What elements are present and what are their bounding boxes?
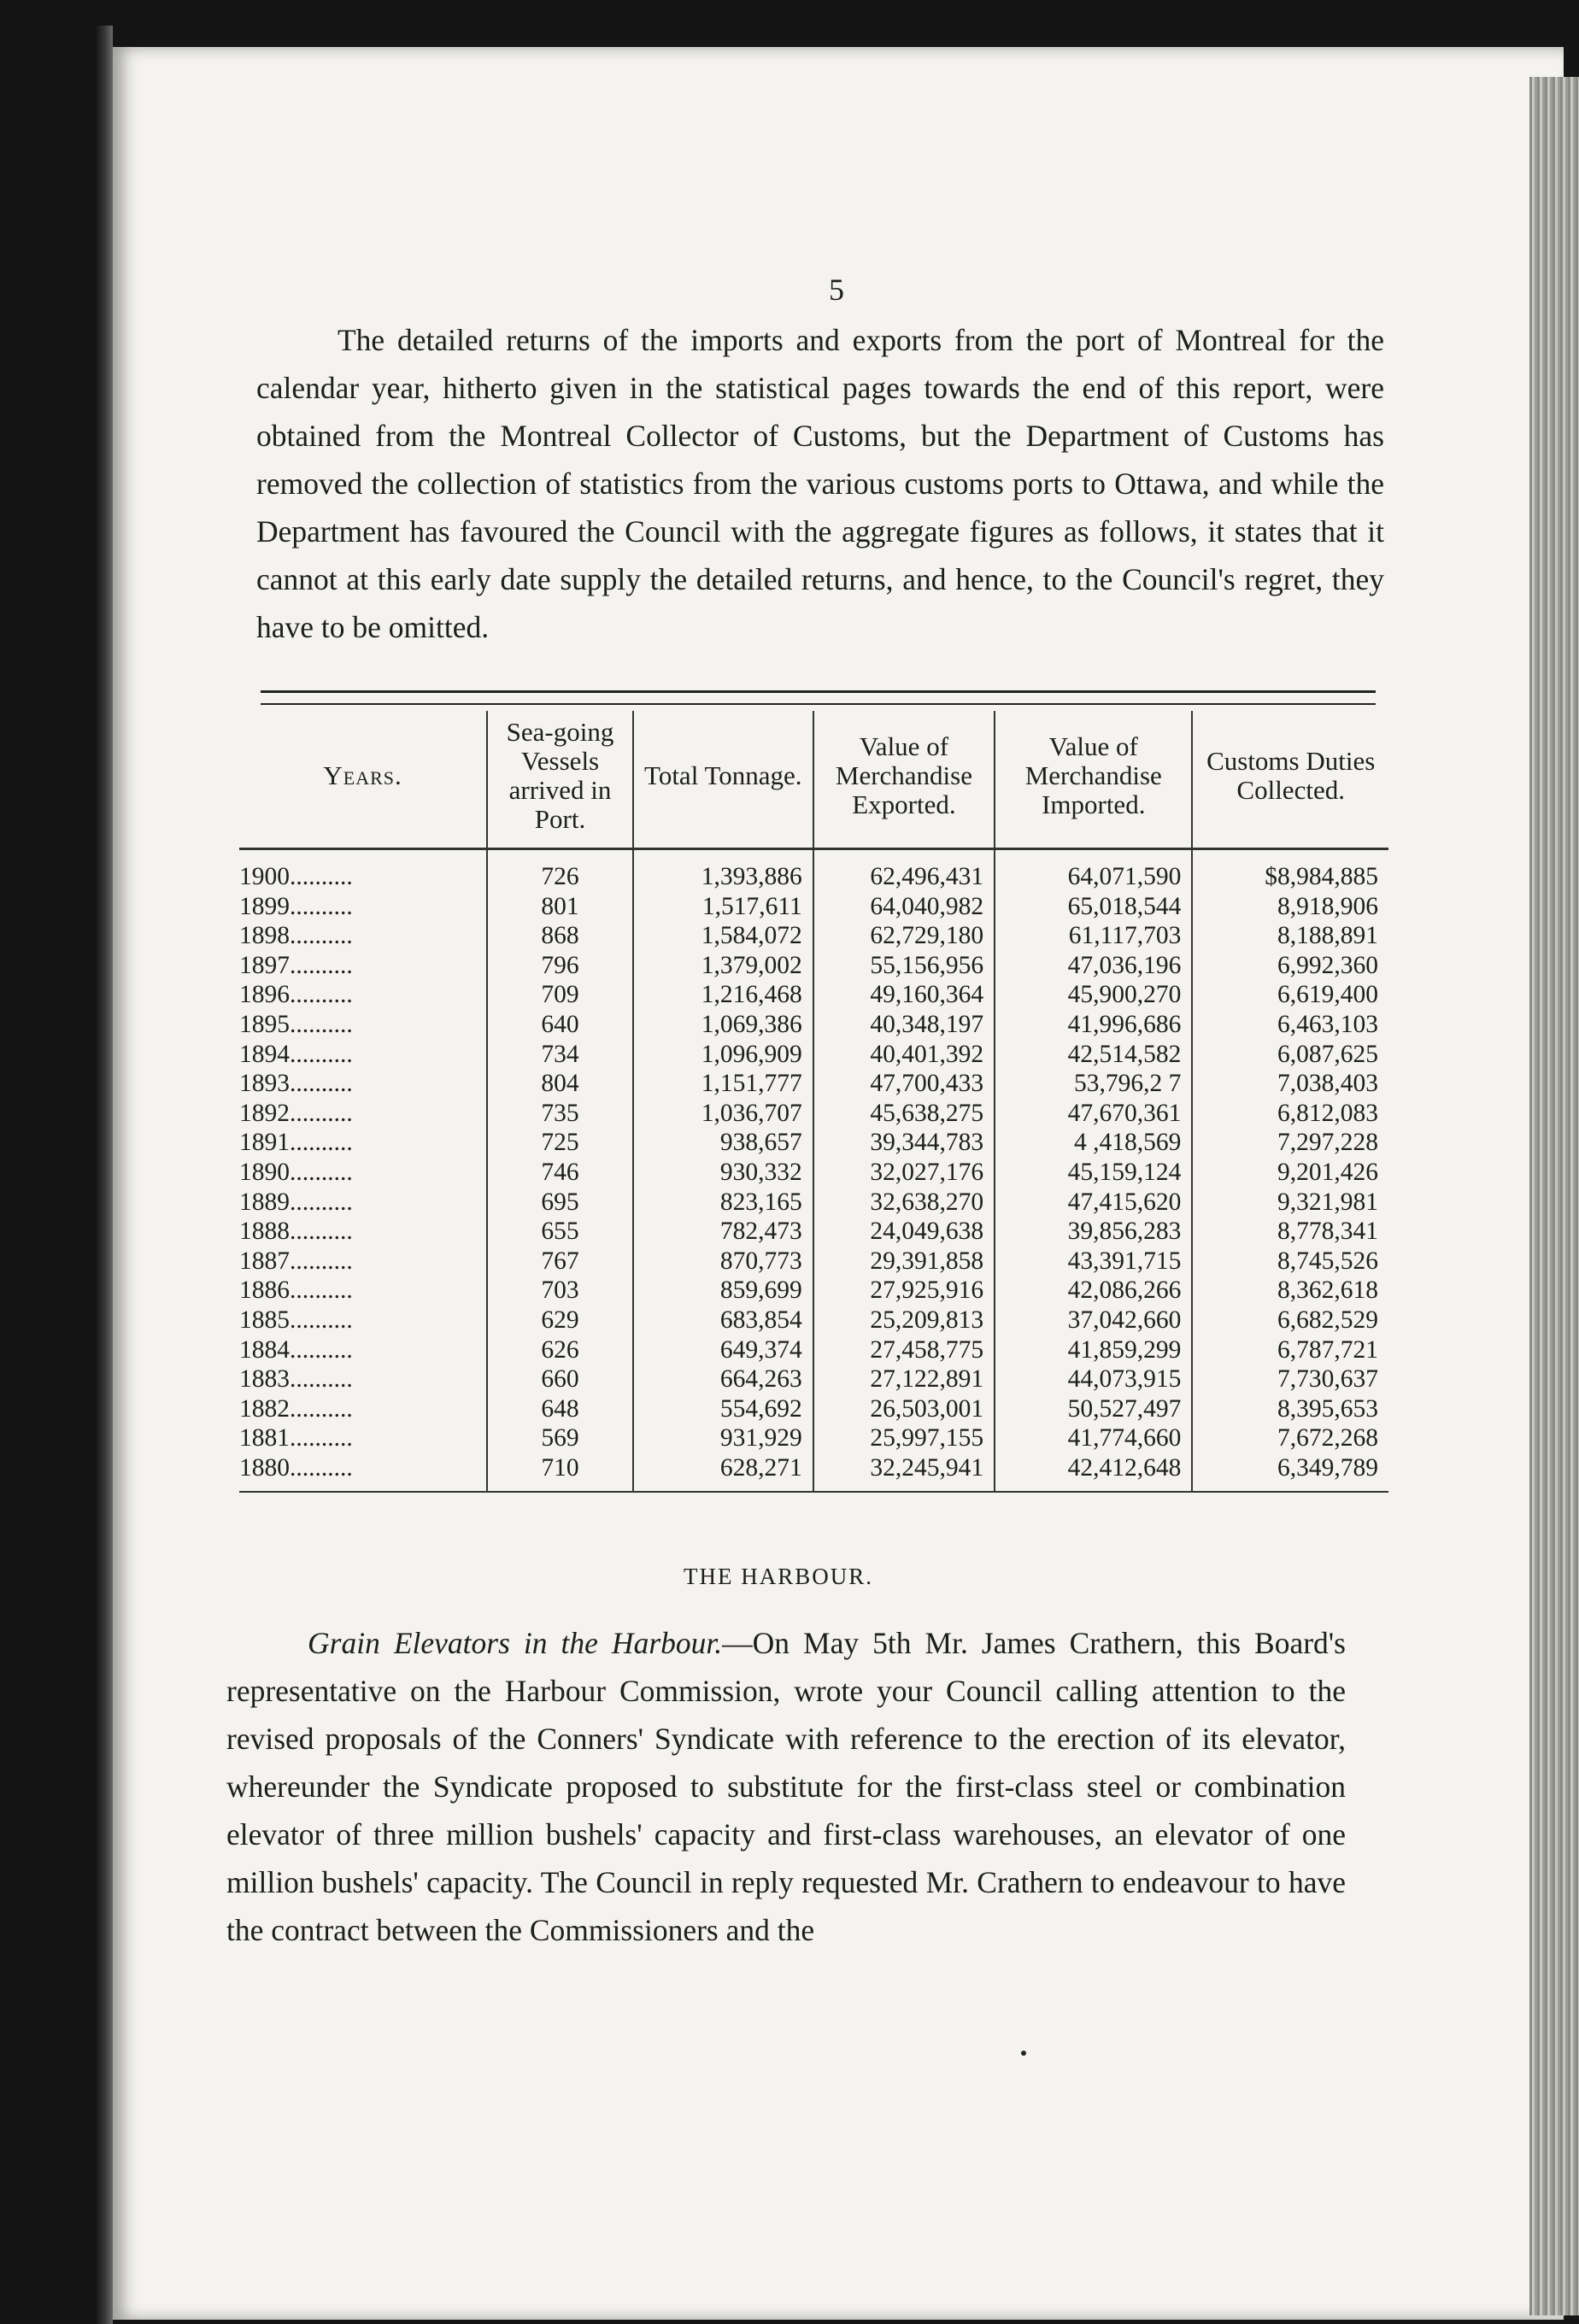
statistics-table (239, 711, 1388, 1493)
cell-imported: 42,412,648 (995, 1453, 1192, 1493)
cell-vessels: 709 (487, 980, 633, 1010)
header-imported: Value of Merchandise Imported. (995, 711, 1192, 849)
cell-vessels: 569 (487, 1423, 633, 1453)
cell-year: 1885.......... (239, 1306, 353, 1334)
cell-imported: 50,527,497 (995, 1394, 1192, 1424)
header-vessels: Sea-going Vessels arrived in Port. (487, 711, 633, 849)
cell-duties: 9,321,981 (1192, 1188, 1388, 1218)
cell-vessels: 735 (487, 1099, 633, 1129)
cell-year: 1880.......... (239, 1453, 487, 1493)
cell-exported: 45,638,275 (813, 1099, 995, 1129)
cell-year: 1888.......... (239, 1218, 353, 1246)
cell-vessels: 725 (487, 1128, 633, 1158)
book-binding (94, 26, 113, 2324)
cell-tonnage: 1,584,072 (633, 921, 813, 951)
table-row (239, 1247, 1388, 1276)
cell-vessels: 710 (487, 1453, 633, 1493)
cell-tonnage: 664,263 (633, 1364, 813, 1394)
cell-imported: 47,670,361 (995, 1099, 1192, 1129)
cell-imported: 44,073,915 (995, 1364, 1192, 1394)
cell-tonnage: 683,854 (633, 1306, 813, 1335)
table-row (239, 1453, 1388, 1493)
cell-imported: 37,042,660 (995, 1306, 1192, 1335)
cell-vessels: 796 (487, 951, 633, 981)
cell-year: 1896.......... (239, 981, 353, 1009)
cell-duties: 8,778,341 (1192, 1217, 1388, 1247)
cell-exported: 25,209,813 (813, 1306, 995, 1335)
cell-vessels: 734 (487, 1040, 633, 1070)
cell-year: 1890.......... (239, 1158, 353, 1186)
cell-tonnage: 1,069,386 (633, 1010, 813, 1040)
cell-tonnage: 870,773 (633, 1247, 813, 1276)
table-row (239, 1040, 1388, 1070)
cell-year: 1893.......... (239, 1070, 353, 1098)
cell-vessels: 648 (487, 1394, 633, 1424)
cell-duties: 8,745,526 (1192, 1247, 1388, 1276)
cell-duties: 7,730,637 (1192, 1364, 1388, 1394)
cell-exported: 49,160,364 (813, 980, 995, 1010)
cell-imported: 53,796,2 7 (995, 1069, 1192, 1099)
harbour-paragraph (226, 1619, 1346, 1954)
cell-duties: 8,918,906 (1192, 892, 1388, 922)
cell-vessels: 626 (487, 1335, 633, 1365)
cell-year: 1886.......... (239, 1276, 353, 1305)
cell-exported: 24,049,638 (813, 1217, 995, 1247)
cell-year: 1894.......... (239, 1040, 353, 1068)
table-top-rule (261, 690, 1376, 705)
cell-vessels: 640 (487, 1010, 633, 1040)
cell-tonnage: 938,657 (633, 1128, 813, 1158)
table-row (239, 1217, 1388, 1247)
cell-duties: $8,984,885 (1192, 849, 1388, 892)
cell-vessels: 804 (487, 1069, 633, 1099)
cell-duties: 6,349,789 (1192, 1453, 1388, 1493)
cell-duties: 7,038,403 (1192, 1069, 1388, 1099)
cell-exported: 40,348,197 (813, 1010, 995, 1040)
cell-year: 1883.......... (239, 1365, 353, 1394)
cell-tonnage: 1,036,707 (633, 1099, 813, 1129)
table-row (239, 1158, 1388, 1188)
harbour-text: —On May 5th Mr. James Crathern, this Board's representative on the Harbour Commission, wrote your Council calling attention to the revised proposals of the Conners' Syndicate with reference to the erection of its elevator, whereunder the Syndicate proposed to substitute for the first-class steel or combination elevator of three million bushels' capacity and first-class warehouses, an elevator of one million bushels' capacity. The Council in reply requested Mr. Crathern to endeavour to have the contract between the Commissioners and the (226, 1626, 1346, 1947)
cell-year: 1898.......... (239, 922, 353, 950)
table-row (239, 892, 1388, 922)
cell-imported: 45,159,124 (995, 1158, 1192, 1188)
table-row (239, 1394, 1388, 1424)
cell-vessels: 801 (487, 892, 633, 922)
cell-tonnage: 931,929 (633, 1423, 813, 1453)
cell-duties: 6,992,360 (1192, 951, 1388, 981)
cell-exported: 39,344,783 (813, 1128, 995, 1158)
header-exported: Value of Merchandise Exported. (813, 711, 995, 849)
table-row (239, 1364, 1388, 1394)
ink-speck (1021, 2051, 1026, 2056)
cell-imported: 42,514,582 (995, 1040, 1192, 1070)
cell-duties: 6,087,625 (1192, 1040, 1388, 1070)
table-row (239, 921, 1388, 951)
cell-tonnage: 1,393,886 (633, 849, 813, 892)
cell-imported: 45,900,270 (995, 980, 1192, 1010)
cell-duties: 6,463,103 (1192, 1010, 1388, 1040)
table-row (239, 1069, 1388, 1099)
table-row (239, 980, 1388, 1010)
cell-imported: 64,071,590 (995, 849, 1192, 892)
cell-year: 1897.......... (239, 951, 353, 979)
cell-duties: 6,619,400 (1192, 980, 1388, 1010)
cell-exported: 55,156,956 (813, 951, 995, 981)
harbour-text-block (226, 1619, 1346, 1954)
table-row (239, 1010, 1388, 1040)
cell-vessels: 746 (487, 1158, 633, 1188)
cell-year: 1884.......... (239, 1335, 353, 1364)
cell-duties: 9,201,426 (1192, 1158, 1388, 1188)
cell-vessels: 767 (487, 1247, 633, 1276)
table-row (239, 1276, 1388, 1306)
cell-vessels: 655 (487, 1217, 633, 1247)
cell-imported: 43,391,715 (995, 1247, 1192, 1276)
cell-vessels: 695 (487, 1188, 633, 1218)
cell-tonnage: 1,216,468 (633, 980, 813, 1010)
table-row (239, 1306, 1388, 1335)
cell-tonnage: 782,473 (633, 1217, 813, 1247)
intro-paragraph: The detailed returns of the imports and exports from the port of Montreal for the calendar year, hitherto given in the statistical pages towards the end of this report, were obtained from the Montreal Collector of Customs, but the Department of Customs has removed the collection of statistics from the various customs ports to Ottawa, and while the Department has favoured the Council with the aggregate figures as follows, it states that it cannot at this early date supply the detailed returns, and hence, to the Council's regret, they have to be omitted. (256, 323, 1384, 644)
cell-year: 1900.......... (239, 863, 353, 890)
cell-exported: 62,496,431 (813, 849, 995, 892)
cell-year: 1887.......... (239, 1247, 353, 1275)
cell-exported: 64,040,982 (813, 892, 995, 922)
table-row (239, 849, 1388, 892)
table-row (239, 1128, 1388, 1158)
cell-exported: 32,245,941 (813, 1453, 995, 1493)
cell-year: 1895.......... (239, 1010, 353, 1038)
cell-tonnage: 554,692 (633, 1394, 813, 1424)
cell-tonnage: 649,374 (633, 1335, 813, 1365)
cell-year: 1899.......... (239, 892, 353, 920)
cell-duties: 7,672,268 (1192, 1423, 1388, 1453)
table-row (239, 1099, 1388, 1129)
cell-duties: 8,362,618 (1192, 1276, 1388, 1306)
cell-vessels: 703 (487, 1276, 633, 1306)
cell-imported: 65,018,544 (995, 892, 1192, 922)
cell-exported: 27,458,775 (813, 1335, 995, 1365)
section-heading: THE HARBOUR. (684, 1564, 874, 1589)
cell-vessels: 726 (487, 849, 633, 892)
cell-exported: 27,925,916 (813, 1276, 995, 1306)
cell-tonnage: 823,165 (633, 1188, 813, 1218)
cell-tonnage: 628,271 (633, 1453, 813, 1493)
table-row (239, 1188, 1388, 1218)
cell-imported: 41,996,686 (995, 1010, 1192, 1040)
cell-vessels: 868 (487, 921, 633, 951)
cell-imported: 42,086,266 (995, 1276, 1192, 1306)
cell-tonnage: 1,096,909 (633, 1040, 813, 1070)
cell-vessels: 629 (487, 1306, 633, 1335)
table-body (239, 849, 1388, 1493)
cell-imported: 4 ,418,569 (995, 1128, 1192, 1158)
cell-imported: 61,117,703 (995, 921, 1192, 951)
table-row (239, 1335, 1388, 1365)
cell-tonnage: 859,699 (633, 1276, 813, 1306)
cell-exported: 29,391,858 (813, 1247, 995, 1276)
header-tonnage: Total Tonnage. (633, 711, 813, 849)
intro-text-block (256, 316, 1384, 651)
cell-year: 1881.......... (239, 1424, 353, 1452)
cell-exported: 47,700,433 (813, 1069, 995, 1099)
cell-year: 1882.......... (239, 1394, 353, 1423)
cell-year: 1892.......... (239, 1099, 353, 1127)
table-row (239, 1423, 1388, 1453)
cell-exported: 27,122,891 (813, 1364, 995, 1394)
cell-exported: 25,997,155 (813, 1423, 995, 1453)
cell-tonnage: 1,151,777 (633, 1069, 813, 1099)
cell-imported: 39,856,283 (995, 1217, 1192, 1247)
cell-exported: 32,638,270 (813, 1188, 995, 1218)
cell-exported: 40,401,392 (813, 1040, 995, 1070)
cell-tonnage: 1,517,611 (633, 892, 813, 922)
cell-tonnage: 1,379,002 (633, 951, 813, 981)
cell-year: 1889.......... (239, 1188, 353, 1216)
page-edges (1529, 77, 1579, 2315)
cell-vessels: 660 (487, 1364, 633, 1394)
cell-imported: 47,036,196 (995, 951, 1192, 981)
cell-duties: 6,682,529 (1192, 1306, 1388, 1335)
cell-year: 1891.......... (239, 1129, 353, 1157)
cell-duties: 8,188,891 (1192, 921, 1388, 951)
harbour-lead: Grain Elevators in the Harbour. (308, 1626, 723, 1660)
cell-duties: 8,395,653 (1192, 1394, 1388, 1424)
cell-imported: 41,774,660 (995, 1423, 1192, 1453)
cell-imported: 41,859,299 (995, 1335, 1192, 1365)
cell-duties: 6,787,721 (1192, 1335, 1388, 1365)
cell-exported: 26,503,001 (813, 1394, 995, 1424)
cell-duties: 7,297,228 (1192, 1128, 1388, 1158)
page-number: 5 (829, 273, 844, 307)
cell-imported: 47,415,620 (995, 1188, 1192, 1218)
cell-exported: 32,027,176 (813, 1158, 995, 1188)
header-years: Years. (239, 711, 487, 849)
table-header-row (239, 711, 1388, 849)
table-row (239, 951, 1388, 981)
cell-duties: 6,812,083 (1192, 1099, 1388, 1129)
cell-exported: 62,729,180 (813, 921, 995, 951)
cell-tonnage: 930,332 (633, 1158, 813, 1188)
header-duties: Customs Duties Collected. (1192, 711, 1388, 849)
